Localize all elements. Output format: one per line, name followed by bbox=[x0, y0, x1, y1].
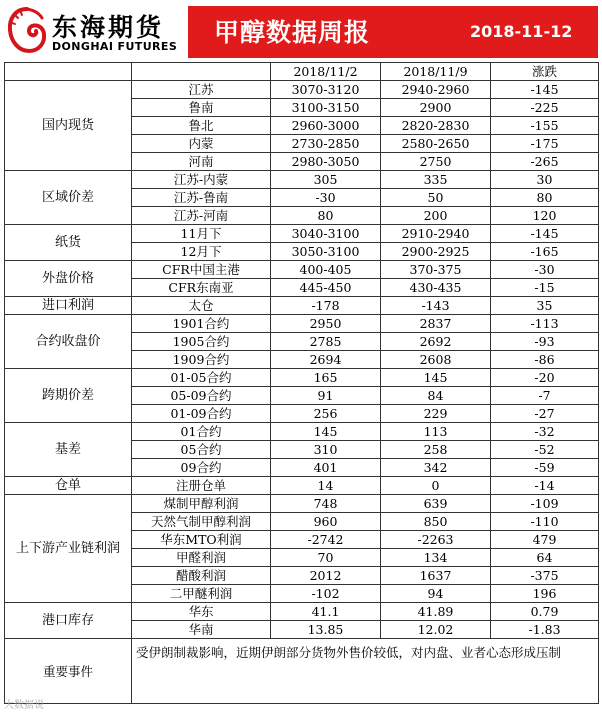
table-row bbox=[5, 369, 599, 387]
change-value: -145 bbox=[491, 225, 599, 243]
category-label: 基差 bbox=[5, 423, 132, 477]
price-value: 256 bbox=[271, 405, 381, 423]
change-value: -7 bbox=[491, 387, 599, 405]
change-value: 64 bbox=[491, 549, 599, 567]
price-value: -178 bbox=[271, 297, 381, 315]
price-value: 2580-2650 bbox=[381, 135, 491, 153]
price-value: 748 bbox=[271, 495, 381, 513]
price-value: 2694 bbox=[271, 351, 381, 369]
change-value: -32 bbox=[491, 423, 599, 441]
price-value: 14 bbox=[271, 477, 381, 495]
price-value: -102 bbox=[271, 585, 381, 603]
change-value: -165 bbox=[491, 243, 599, 261]
change-value: -86 bbox=[491, 351, 599, 369]
price-value: 50 bbox=[381, 189, 491, 207]
price-value: 2692 bbox=[381, 333, 491, 351]
change-value: -145 bbox=[491, 81, 599, 99]
row-label: 江苏-鲁南 bbox=[132, 189, 271, 207]
table-row bbox=[5, 297, 599, 315]
row-label: 01合约 bbox=[132, 423, 271, 441]
dragon-logo-icon bbox=[6, 6, 48, 54]
change-value: -155 bbox=[491, 117, 599, 135]
price-value: 258 bbox=[381, 441, 491, 459]
price-value: -30 bbox=[271, 189, 381, 207]
change-value: 196 bbox=[491, 585, 599, 603]
category-label: 仓单 bbox=[5, 477, 132, 495]
row-label: 鲁北 bbox=[132, 117, 271, 135]
row-label: 1901合约 bbox=[132, 315, 271, 333]
price-value: 41.89 bbox=[381, 603, 491, 621]
category-label: 区域价差 bbox=[5, 171, 132, 225]
price-value: 342 bbox=[381, 459, 491, 477]
price-value: 3100-3150 bbox=[271, 99, 381, 117]
price-value: 1637 bbox=[381, 567, 491, 585]
price-value: 445-450 bbox=[271, 279, 381, 297]
price-value: 400-405 bbox=[271, 261, 381, 279]
column-header: 2018/11/9 bbox=[381, 63, 491, 81]
events-label: 重要事件 bbox=[5, 639, 132, 704]
price-value: 145 bbox=[271, 423, 381, 441]
price-value: 2960-3000 bbox=[271, 117, 381, 135]
price-value: 310 bbox=[271, 441, 381, 459]
price-value: 2608 bbox=[381, 351, 491, 369]
change-value: -113 bbox=[491, 315, 599, 333]
price-value: 84 bbox=[381, 387, 491, 405]
change-value: -225 bbox=[491, 99, 599, 117]
category-label: 港口库存 bbox=[5, 603, 132, 639]
table-header-row bbox=[5, 63, 599, 81]
price-value: 2750 bbox=[381, 153, 491, 171]
row-label: 1909合约 bbox=[132, 351, 271, 369]
row-label: 江苏-河南 bbox=[132, 207, 271, 225]
change-value: 35 bbox=[491, 297, 599, 315]
price-value: 229 bbox=[381, 405, 491, 423]
category-label: 纸货 bbox=[5, 225, 132, 261]
row-label: 05-09合约 bbox=[132, 387, 271, 405]
row-label: 华南 bbox=[132, 621, 271, 639]
price-value: 3070-3120 bbox=[271, 81, 381, 99]
column-header: 2018/11/2 bbox=[271, 63, 381, 81]
price-value: 370-375 bbox=[381, 261, 491, 279]
price-value: 850 bbox=[381, 513, 491, 531]
price-value: 2910-2940 bbox=[381, 225, 491, 243]
table-row bbox=[5, 261, 599, 279]
table-row bbox=[5, 81, 599, 99]
row-label: 河南 bbox=[132, 153, 271, 171]
table-row bbox=[5, 225, 599, 243]
row-label: 天然气制甲醇利润 bbox=[132, 513, 271, 531]
change-value: -30 bbox=[491, 261, 599, 279]
price-value: 41.1 bbox=[271, 603, 381, 621]
row-label: 01-05合约 bbox=[132, 369, 271, 387]
header-empty-cell bbox=[132, 63, 271, 81]
table-row bbox=[5, 495, 599, 513]
report-title: 甲醇数据周报 bbox=[214, 18, 371, 47]
price-value: 335 bbox=[381, 171, 491, 189]
row-label: CFR东南亚 bbox=[132, 279, 271, 297]
price-value: 200 bbox=[381, 207, 491, 225]
price-value: 2785 bbox=[271, 333, 381, 351]
price-value: 0 bbox=[381, 477, 491, 495]
price-value: 2820-2830 bbox=[381, 117, 491, 135]
row-label: 内蒙 bbox=[132, 135, 271, 153]
price-value: 2837 bbox=[381, 315, 491, 333]
row-label: 江苏 bbox=[132, 81, 271, 99]
row-label: 煤制甲醇利润 bbox=[132, 495, 271, 513]
table-row bbox=[5, 171, 599, 189]
price-value: 80 bbox=[271, 207, 381, 225]
report-date: 2018-11-12 bbox=[470, 22, 573, 41]
methanol-data-table bbox=[4, 62, 599, 704]
row-label: 12月下 bbox=[132, 243, 271, 261]
change-value: -1.83 bbox=[491, 621, 599, 639]
price-value: 94 bbox=[381, 585, 491, 603]
category-label: 跨期价差 bbox=[5, 369, 132, 423]
price-value: 2012 bbox=[271, 567, 381, 585]
category-label: 上下游产业链利润 bbox=[5, 495, 132, 603]
price-value: 12.02 bbox=[381, 621, 491, 639]
price-value: 2900 bbox=[381, 99, 491, 117]
change-value: 30 bbox=[491, 171, 599, 189]
report-header bbox=[0, 0, 602, 62]
events-row bbox=[5, 639, 599, 704]
header-empty-cell bbox=[5, 63, 132, 81]
category-label: 外盘价格 bbox=[5, 261, 132, 297]
category-label: 合约收盘价 bbox=[5, 315, 132, 369]
column-header: 涨跌 bbox=[491, 63, 599, 81]
row-label: 注册仓单 bbox=[132, 477, 271, 495]
price-value: -143 bbox=[381, 297, 491, 315]
price-value: 2950 bbox=[271, 315, 381, 333]
row-label: 甲醛利润 bbox=[132, 549, 271, 567]
change-value: -109 bbox=[491, 495, 599, 513]
change-value: -175 bbox=[491, 135, 599, 153]
row-label: 05合约 bbox=[132, 441, 271, 459]
row-label: 09合约 bbox=[132, 459, 271, 477]
price-value: 113 bbox=[381, 423, 491, 441]
price-value: 305 bbox=[271, 171, 381, 189]
price-value: 134 bbox=[381, 549, 491, 567]
price-value: 430-435 bbox=[381, 279, 491, 297]
change-value: -110 bbox=[491, 513, 599, 531]
price-value: 2940-2960 bbox=[381, 81, 491, 99]
change-value: -14 bbox=[491, 477, 599, 495]
change-value: -59 bbox=[491, 459, 599, 477]
price-value: 3040-3100 bbox=[271, 225, 381, 243]
price-value: 165 bbox=[271, 369, 381, 387]
change-value: -93 bbox=[491, 333, 599, 351]
change-value: 120 bbox=[491, 207, 599, 225]
change-value: 80 bbox=[491, 189, 599, 207]
price-value: 401 bbox=[271, 459, 381, 477]
row-label: CFR中国主港 bbox=[132, 261, 271, 279]
category-label: 国内现货 bbox=[5, 81, 132, 171]
change-value: -20 bbox=[491, 369, 599, 387]
price-value: 13.85 bbox=[271, 621, 381, 639]
events-text: 受伊朗制裁影响，近期伊朗部分货物外售价较低，对内盘、业者心态形成压制 bbox=[132, 639, 599, 704]
change-value: -52 bbox=[491, 441, 599, 459]
row-label: 太仓 bbox=[132, 297, 271, 315]
price-value: 145 bbox=[381, 369, 491, 387]
table-row bbox=[5, 423, 599, 441]
price-value: 2980-3050 bbox=[271, 153, 381, 171]
price-value: -2263 bbox=[381, 531, 491, 549]
row-label: 01-09合约 bbox=[132, 405, 271, 423]
change-value: -27 bbox=[491, 405, 599, 423]
donghai-logo bbox=[4, 4, 182, 58]
table-row bbox=[5, 603, 599, 621]
price-value: 3050-3100 bbox=[271, 243, 381, 261]
change-value: 0.79 bbox=[491, 603, 599, 621]
change-value: 479 bbox=[491, 531, 599, 549]
row-label: 华东 bbox=[132, 603, 271, 621]
price-value: 960 bbox=[271, 513, 381, 531]
row-label: 江苏-内蒙 bbox=[132, 171, 271, 189]
change-value: -265 bbox=[491, 153, 599, 171]
price-value: 639 bbox=[381, 495, 491, 513]
logo-english-name: DONGHAI FUTURES bbox=[52, 40, 178, 53]
row-label: 1905合约 bbox=[132, 333, 271, 351]
price-value: 91 bbox=[271, 387, 381, 405]
row-label: 醋酸利润 bbox=[132, 567, 271, 585]
row-label: 11月下 bbox=[132, 225, 271, 243]
price-value: 2900-2925 bbox=[381, 243, 491, 261]
price-value: 2730-2850 bbox=[271, 135, 381, 153]
change-value: -15 bbox=[491, 279, 599, 297]
row-label: 华东MTO利润 bbox=[132, 531, 271, 549]
change-value: -375 bbox=[491, 567, 599, 585]
row-label: 鲁南 bbox=[132, 99, 271, 117]
price-value: -2742 bbox=[271, 531, 381, 549]
logo-chinese-name: 东海期货 bbox=[52, 13, 165, 42]
table-row bbox=[5, 315, 599, 333]
category-label: 进口利润 bbox=[5, 297, 132, 315]
row-label: 二甲醚利润 bbox=[132, 585, 271, 603]
table-row bbox=[5, 477, 599, 495]
watermark: 大数据说 bbox=[4, 700, 44, 711]
price-value: 70 bbox=[271, 549, 381, 567]
